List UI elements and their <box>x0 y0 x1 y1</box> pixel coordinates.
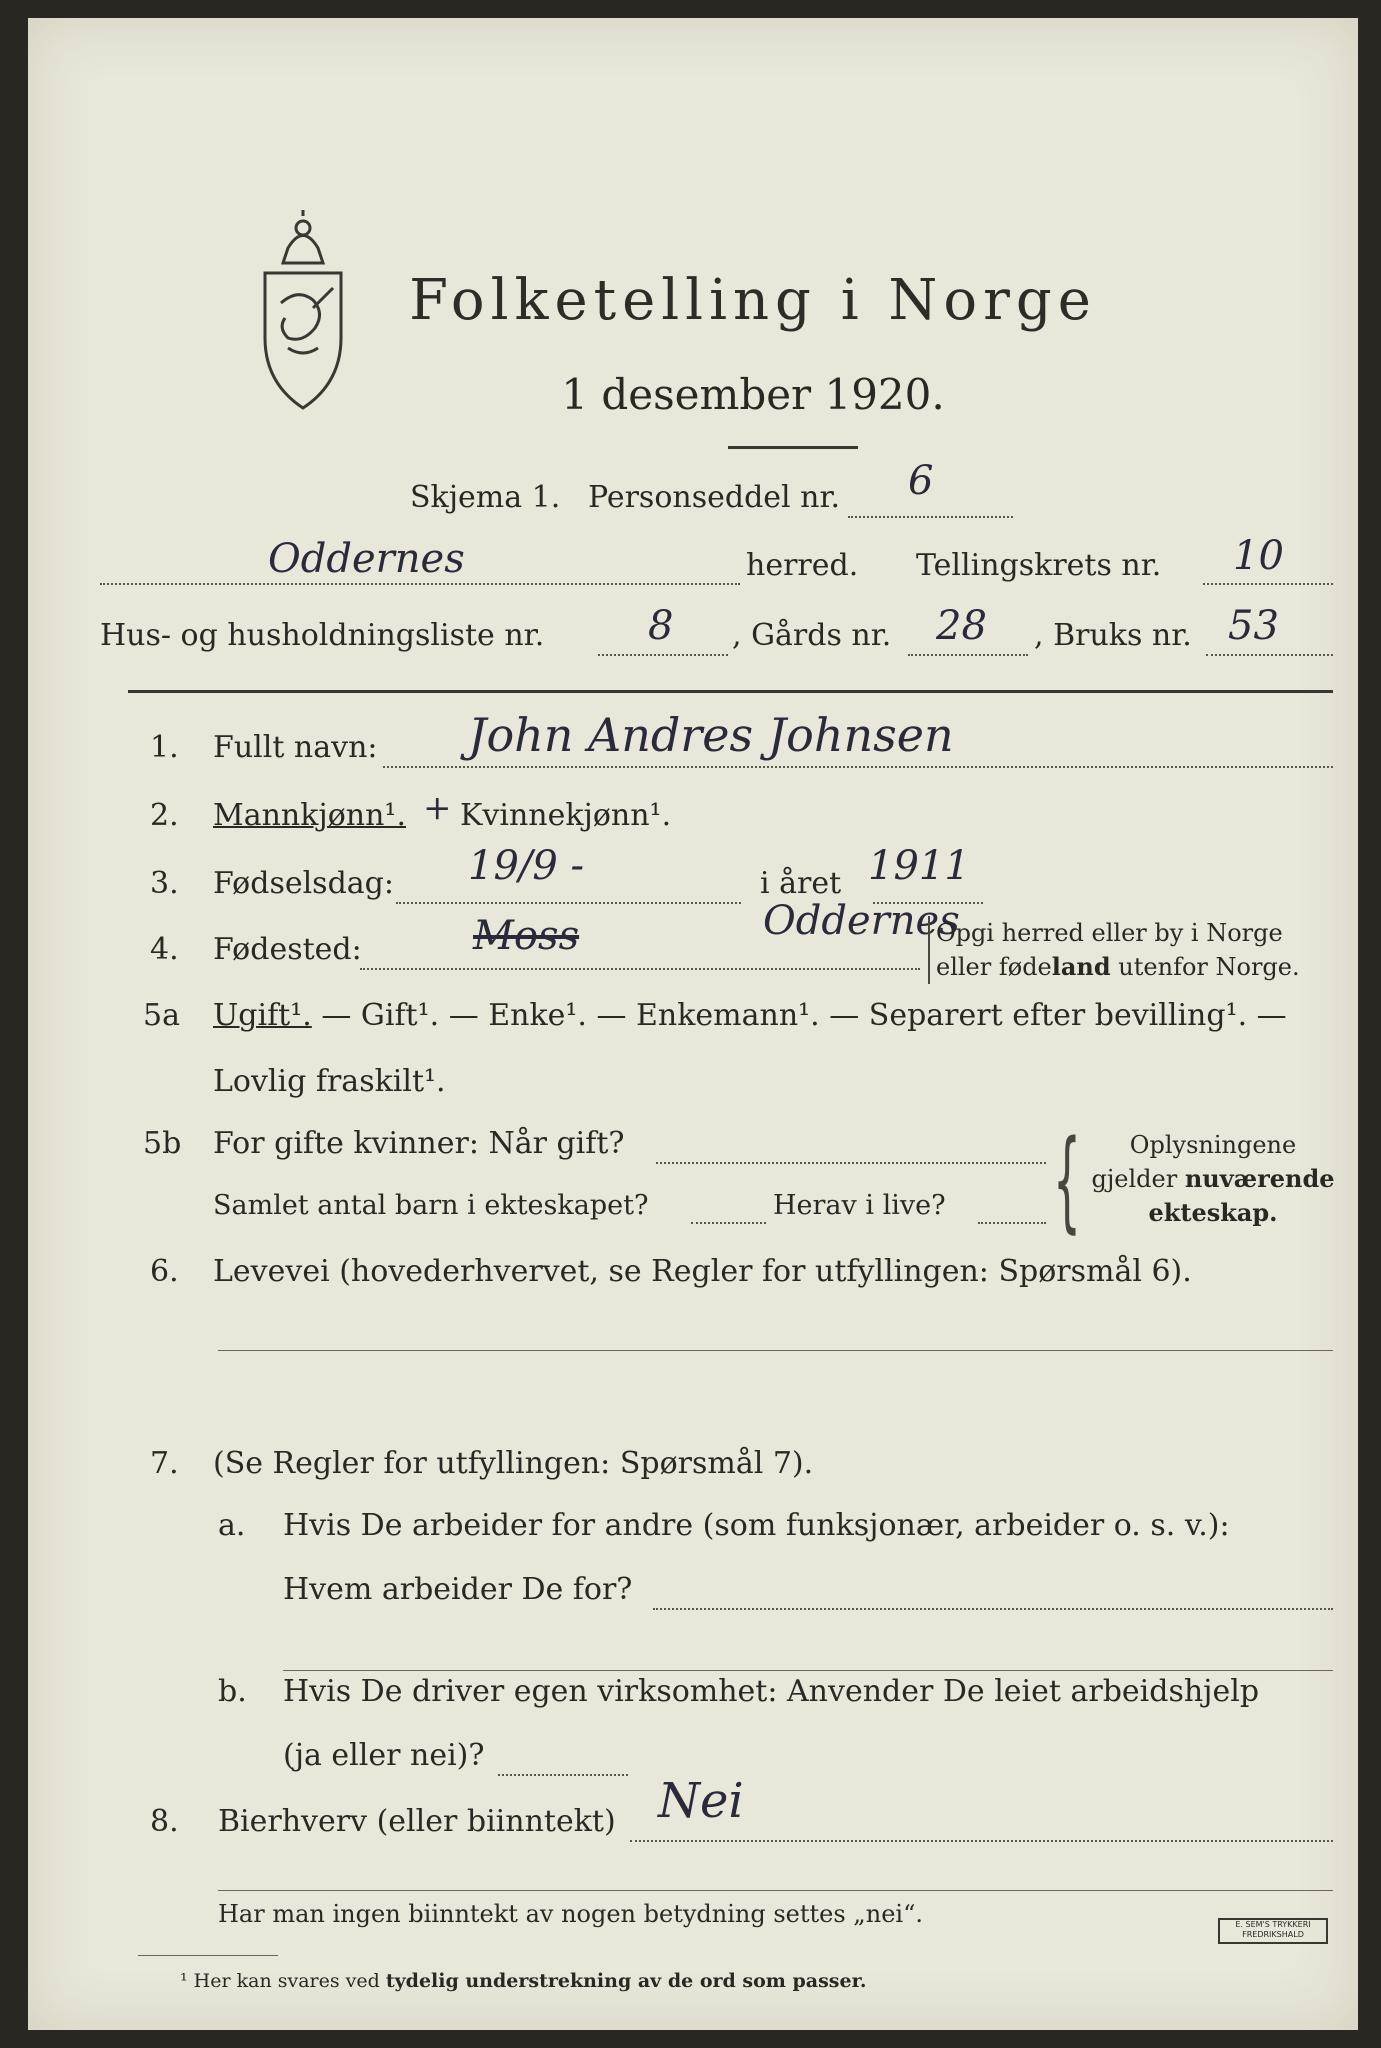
q7a-letter: a. <box>218 1508 246 1543</box>
tellingskrets-label: Tellingskrets nr. <box>916 548 1162 583</box>
kvinnekjonn-option: Kvinnekjønn¹. <box>460 798 672 833</box>
footer-note: Har man ingen biinntekt av nogen betydning settes „nei“. <box>218 1900 923 1928</box>
bruks-label: , Bruks nr. <box>1034 618 1192 653</box>
herred-value: Oddernes <box>268 536 465 582</box>
schema-label: Skjema 1. <box>410 480 561 515</box>
q8-answer-line <box>218 1890 1333 1891</box>
birth-year-value: 1911 <box>868 843 970 889</box>
census-date: 1 desember 1920. <box>561 370 945 419</box>
q5b-number: 5b <box>143 1126 182 1161</box>
mannkjonn-option: Mannkjønn¹. <box>213 798 406 833</box>
q1-label: Fullt navn: <box>213 730 378 765</box>
gards-number: 28 <box>936 603 987 649</box>
tellingskrets-number: 10 <box>1233 533 1284 579</box>
q6-number: 6. <box>150 1254 179 1289</box>
bierhverv-value: Nei <box>658 1773 744 1829</box>
q1-number: 1. <box>150 730 179 765</box>
q5b-children-alive: Herav i live? <box>773 1190 946 1221</box>
q5b-note-line1: Oplysningene <box>1129 1131 1297 1159</box>
q8-label: Bierhverv (eller biinntekt) <box>218 1804 616 1839</box>
q7b-question: (ja eller nei)? <box>283 1738 485 1773</box>
q2-number: 2. <box>150 798 179 833</box>
q7a-answer-line <box>283 1670 1333 1671</box>
personseddel-label: Personseddel nr. <box>588 480 841 515</box>
q6-answer-line <box>218 1350 1333 1351</box>
birthplace-struck-value: Moss <box>473 913 580 959</box>
form-title: Folketelling i Norge <box>409 268 1097 333</box>
q4-note-line1: Opgi herred eller by i Norge <box>936 919 1283 947</box>
bruks-number: 53 <box>1228 603 1279 649</box>
footnote-divider <box>138 1955 278 1956</box>
gender-mark: + <box>423 788 452 828</box>
q6-label: Levevei (hovederhvervet, se Regler for utfyllingen: Spørsmål 6). <box>213 1254 1192 1289</box>
printer-stamp: E. SEM'S TRYKKERI FREDRIKSHALD <box>1218 1918 1328 1944</box>
birthplace-value: Oddernes <box>763 898 960 944</box>
husholdningsliste-number: 8 <box>648 603 674 649</box>
q3-number: 3. <box>150 866 179 901</box>
q8-number: 8. <box>150 1804 179 1839</box>
footnote: ¹ Her kan svares ved tydelig understrekning av de ord som passer. <box>180 1970 867 1992</box>
q4-number: 4. <box>150 932 179 967</box>
q7a-text: Hvis De arbeider for andre (som funksjonær, arbeider o. s. v.): <box>283 1508 1230 1543</box>
q5b-note-line2: gjelder nuværende <box>1091 1164 1335 1193</box>
q4-label: Fødested: <box>213 932 362 967</box>
ugift-option: Ugift¹. <box>213 998 312 1033</box>
q3-year-label: i året <box>760 866 842 901</box>
herred-label: herred. <box>746 548 859 583</box>
title-divider <box>728 446 858 449</box>
q5b-married-when: For gifte kvinner: Når gift? <box>213 1126 625 1161</box>
full-name-value: John Andres Johnsen <box>468 708 954 762</box>
q7b-text: Hvis De driver egen virksomhet: Anvender De leiet arbeidshjelp <box>283 1674 1260 1709</box>
header-divider <box>128 690 1333 693</box>
q5b-brace: { <box>1053 1116 1081 1244</box>
gards-label: , Gårds nr. <box>732 618 892 653</box>
q5a-options-line1: Ugift¹. — Gift¹. — Enke¹. — Enkemann¹. — Separert efter bevilling¹. — <box>213 998 1287 1033</box>
q3-label: Fødselsdag: <box>213 866 394 901</box>
q4-note-line2: eller fødeland utenfor Norge. <box>936 952 1300 981</box>
q5b-children-total: Samlet antal barn i ekteskapet? <box>213 1190 649 1221</box>
q5a-options-line2: Lovlig fraskilt¹. <box>213 1064 446 1099</box>
q7b-letter: b. <box>218 1674 247 1709</box>
husholdningsliste-label: Hus- og husholdningsliste nr. <box>100 618 545 653</box>
q7-number: 7. <box>150 1446 179 1481</box>
q5a-number: 5a <box>143 998 180 1033</box>
q5b-note-line3: ekteskap. <box>1148 1198 1278 1227</box>
personseddel-number: 6 <box>908 458 934 504</box>
q7-label: (Se Regler for utfyllingen: Spørsmål 7). <box>213 1446 814 1481</box>
census-form-sheet <box>28 18 1358 2030</box>
birthday-value: 19/9 - <box>468 843 585 889</box>
q7a-question: Hvem arbeider De for? <box>283 1572 633 1607</box>
